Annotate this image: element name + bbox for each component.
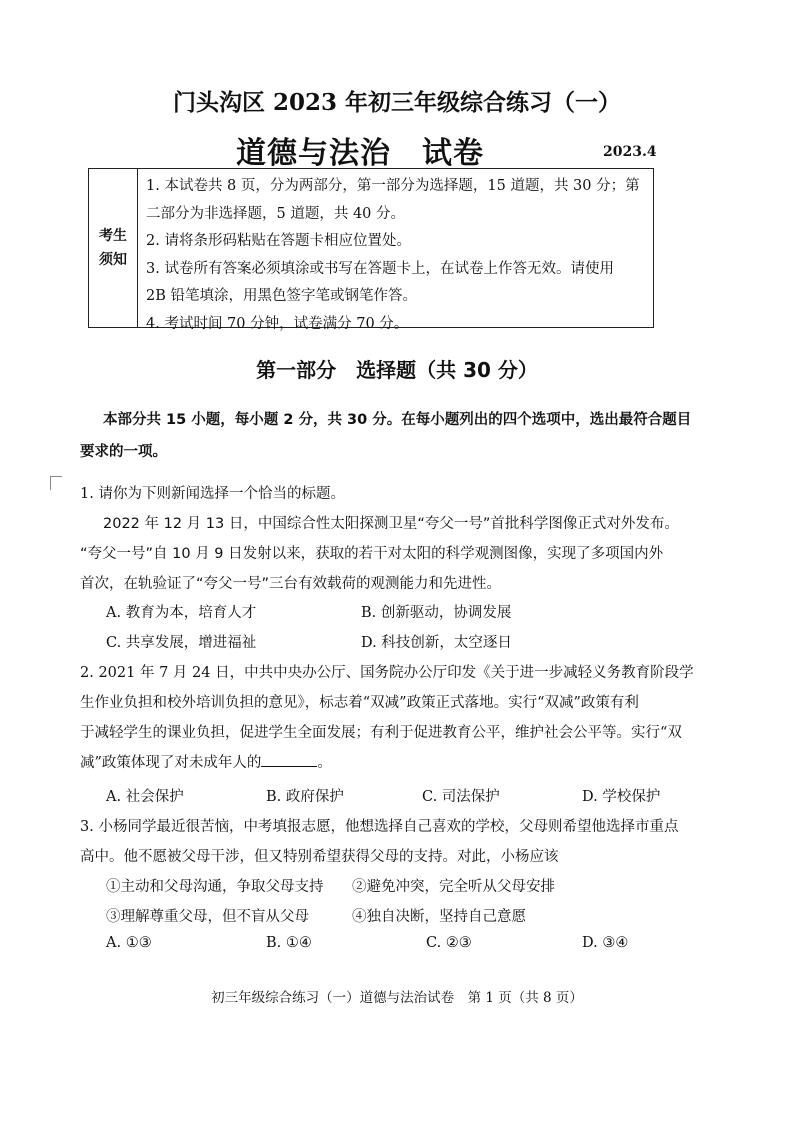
scan-mark bbox=[50, 476, 62, 477]
section-title: 第一部分 选择题（共 30 分） bbox=[256, 358, 538, 382]
notice-label-line1: 考生 bbox=[99, 228, 127, 244]
q2-option-c: C. 司法保护 bbox=[422, 789, 500, 805]
q2-option-b: B. 政府保护 bbox=[266, 789, 344, 805]
notice-line: 1. 本试卷共 8 页，分为两部分，第一部分为选择题，15 道题，共 30 分；第 bbox=[146, 178, 640, 194]
q3-choice3: ③理解尊重父母，但不盲从父母 bbox=[106, 909, 309, 925]
notice-line: 4. 考试时间 70 分钟，试卷满分 70 分。 bbox=[146, 315, 409, 332]
q3-option-d: D. ③④ bbox=[582, 935, 629, 951]
q3-option-c: C. ②③ bbox=[426, 935, 472, 951]
q1-option-d: D. 科技创新，太空逐日 bbox=[361, 635, 512, 651]
notice-line: 2B 铅笔填涂，用黑色签字笔或钢笔作答。 bbox=[146, 288, 417, 304]
q1-option-c: C. 共享发展，增进福祉 bbox=[106, 635, 257, 651]
q3-line2: 高中。他不愿被父母干涉，但又特别希望获得父母的支持。对此，小杨应该 bbox=[80, 849, 559, 865]
notice-label bbox=[89, 169, 138, 327]
q3-choice1: ①主动和父母沟通，争取父母支持 bbox=[106, 879, 324, 895]
q1-news-line1: 2022 年 12 月 13 日，中国综合性太阳探测卫星“夸父一号”首批科学图像正式对外发布。 bbox=[103, 516, 679, 532]
notice-label-line2: 须知 bbox=[99, 252, 127, 268]
q1-option-a: A. 教育为本，培育人才 bbox=[106, 605, 257, 621]
answer-blank bbox=[261, 752, 317, 767]
q2-line1: 2. 2021 年 7 月 24 日，中共中央办公厅、国务院办公厅印发《关于进一步减轻义务教育阶段学 bbox=[80, 665, 694, 681]
notice-line: 2. 请将条形码粘贴在答题卡相应位置处。 bbox=[146, 233, 411, 249]
q2-option-d: D. 学校保护 bbox=[582, 789, 661, 805]
scan-mark bbox=[50, 476, 51, 490]
q1-option-b: B. 创新驱动，协调发展 bbox=[361, 605, 512, 621]
q3-choice4: ④独自决断，坚持自己意愿 bbox=[352, 909, 526, 925]
notice-line: 3. 试卷所有答案必须填涂或书写在答题卡上，在试卷上作答无效。请使用 bbox=[146, 260, 614, 277]
section-instruction-line2: 要求的一项。 bbox=[80, 444, 167, 460]
q3-line1: 3. 小杨同学最近很苦恼，中考填报志愿，他想选择自己喜欢的学校，父母则希望他选择市重点 bbox=[80, 819, 679, 835]
section-instruction-line1: 本部分共 15 小题，每小题 2 分，共 30 分。在每小题列出的四个选项中，选出最符合题目 bbox=[103, 412, 692, 428]
page-footer: 初三年级综合练习（一）道德与法治试卷 第 1 页（共 8 页） bbox=[211, 990, 583, 1006]
q2-line4 bbox=[80, 751, 332, 772]
candidate-notice-box bbox=[88, 168, 654, 332]
q2-line4-suffix: 。 bbox=[317, 755, 332, 771]
q1-news-line2: “夸父一号”自 10 月 9 日发射以来，获取的若干对太阳的科学观测图像，实现了多项国内外 bbox=[80, 546, 664, 562]
subject-title: 道德与法治 试卷 bbox=[236, 136, 484, 171]
q3-choice2: ②避免冲突，完全听从父母安排 bbox=[352, 879, 555, 895]
notice-body bbox=[138, 169, 653, 332]
q2-line4-prefix: 减”政策体现了对未成年人的 bbox=[80, 755, 262, 771]
exam-date: 2023.4 bbox=[603, 144, 657, 160]
q2-line2: 生作业负担和校外培训负担的意见》，标志着“双减”政策正式落地。实行“双减”政策有利 bbox=[80, 695, 639, 711]
q3-option-b: B. ①④ bbox=[266, 935, 312, 951]
q1-stem: 1. 请你为下则新闻选择一个恰当的标题。 bbox=[80, 486, 345, 502]
q2-option-a: A. 社会保护 bbox=[106, 789, 184, 805]
q2-line3: 于减轻学生的课业负担，促进学生全面发展；有利于促进教育公平，维护社会公平等。实行“双 bbox=[80, 725, 682, 741]
exam-title: 门头沟区 2023 年初三年级综合练习（一） bbox=[172, 89, 622, 116]
q3-option-a: A. ①③ bbox=[106, 935, 152, 951]
q1-news-line3: 首次，在轨验证了“夸父一号”三台有效载荷的观测能力和先进性。 bbox=[80, 576, 502, 592]
notice-line: 二部分为非选择题，5 道题，共 40 分。 bbox=[146, 205, 406, 222]
